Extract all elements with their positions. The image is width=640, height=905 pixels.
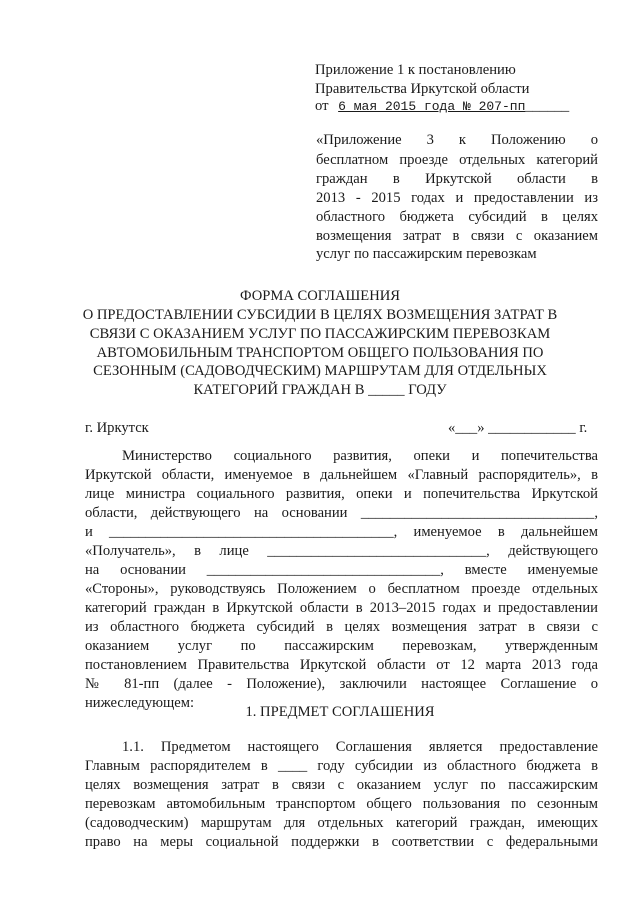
title-line: О ПРЕДОСТАВЛЕНИИ СУБСИДИИ В ЦЕЛЯХ ВОЗМЕЩЕНИЯ ЗАТРАТ В <box>82 307 558 323</box>
preamble-line: Министерство социального развития, опеки и попечительства <box>122 448 598 464</box>
preamble-line: оказанием услуг по пассажирским перевозкам, утвержденным <box>85 638 598 654</box>
preamble-line: из областного бюджета субсидий в целях возмещения затрат в связи с <box>85 619 598 635</box>
preamble-line: и _______________________________________, именуемое в дальнейшем <box>85 524 598 540</box>
city: г. Иркутск <box>85 420 149 436</box>
header-date-number: 6 мая 2015 года № 207-пп <box>338 99 526 114</box>
header-blank: ______ <box>525 98 570 114</box>
preamble-line: постановлением Правительства Иркутской области от 12 марта 2013 года <box>85 657 598 673</box>
header-line-2: Правительства Иркутской области <box>315 81 530 97</box>
section-1-heading: 1. ПРЕДМЕТ СОГЛАШЕНИЯ <box>245 704 435 720</box>
preamble-line: на основании ________________________________, вместе именуемые <box>85 562 598 578</box>
section-1-line: перевозкам автомобильным транспортом общего пользования по сезонным <box>85 796 598 812</box>
title-line: АВТОМОБИЛЬНЫМ ТРАНСПОРТОМ ОБЩЕГО ПОЛЬЗОВАНИЯ ПО <box>96 345 544 361</box>
appendix-line: бесплатном проезде отдельных категорий <box>316 152 598 168</box>
appendix-line: 2013 - 2015 годах и предоставлении из <box>316 190 598 206</box>
preamble-line: «Получатель», в лице ______________________________, действующего <box>85 543 598 559</box>
header-line-3 <box>315 96 569 117</box>
preamble-line: области, действующего на основании ________________________________, <box>85 505 598 521</box>
section-1-line: (садоводческим) маршрутам для отдельных категорий граждан, имеющих <box>85 815 598 831</box>
preamble-line: № 81-пп (далее - Положение), заключили настоящее Соглашение о <box>85 676 598 692</box>
header-from: от <box>315 98 329 114</box>
preamble-line: «Стороны», руководствуясь Положением о бесплатном проезде отдельных <box>85 581 598 597</box>
section-1-line: Главным распорядителем в ____ году субсидии из областного бюджета в <box>85 758 598 774</box>
appendix-line: услуг по пассажирским перевозкам <box>316 246 537 262</box>
title-line: ФОРМА СОГЛАШЕНИЯ <box>239 288 401 304</box>
title-line: СВЯЗИ С ОКАЗАНИЕМ УСЛУГ ПО ПАССАЖИРСКИМ ПЕРЕВОЗКАМ <box>89 326 551 342</box>
agreement-date: «___» ____________ г. <box>448 420 588 436</box>
appendix-line: возмещения затрат в связи с оказанием <box>316 228 598 244</box>
header-line-1: Приложение 1 к постановлению <box>315 62 516 78</box>
appendix-line: граждан в Иркутской области в <box>316 171 598 187</box>
title-line: КАТЕГОРИЙ ГРАЖДАН В _____ ГОДУ <box>193 382 447 398</box>
section-1-line: 1.1. Предметом настоящего Соглашения является предоставление <box>122 739 598 755</box>
appendix-line: областного бюджета субсидий в целях <box>316 209 598 225</box>
appendix-line: «Приложение 3 к Положению о <box>316 132 598 148</box>
preamble-line: категорий граждан в Иркутской области в 2013–2015 годах и предоставлении <box>85 600 598 616</box>
section-1-line: целях возмещения затрат в связи с оказанием услуг по пассажирским <box>85 777 598 793</box>
preamble-line: Иркутской области, именуемое в дальнейшем «Главный распорядитель», в <box>85 467 598 483</box>
preamble-line: лице министра социального развития, опеки и попечительства Иркутской <box>85 486 598 502</box>
preamble-line: нижеследующем: <box>85 695 195 711</box>
section-1-line: право на меры социальной поддержки в соответствии с федеральными <box>85 834 598 850</box>
title-line: СЕЗОННЫМ (САДОВОДЧЕСКИМ) МАРШРУТАМ ДЛЯ ОТДЕЛЬНЫХ <box>93 363 547 379</box>
